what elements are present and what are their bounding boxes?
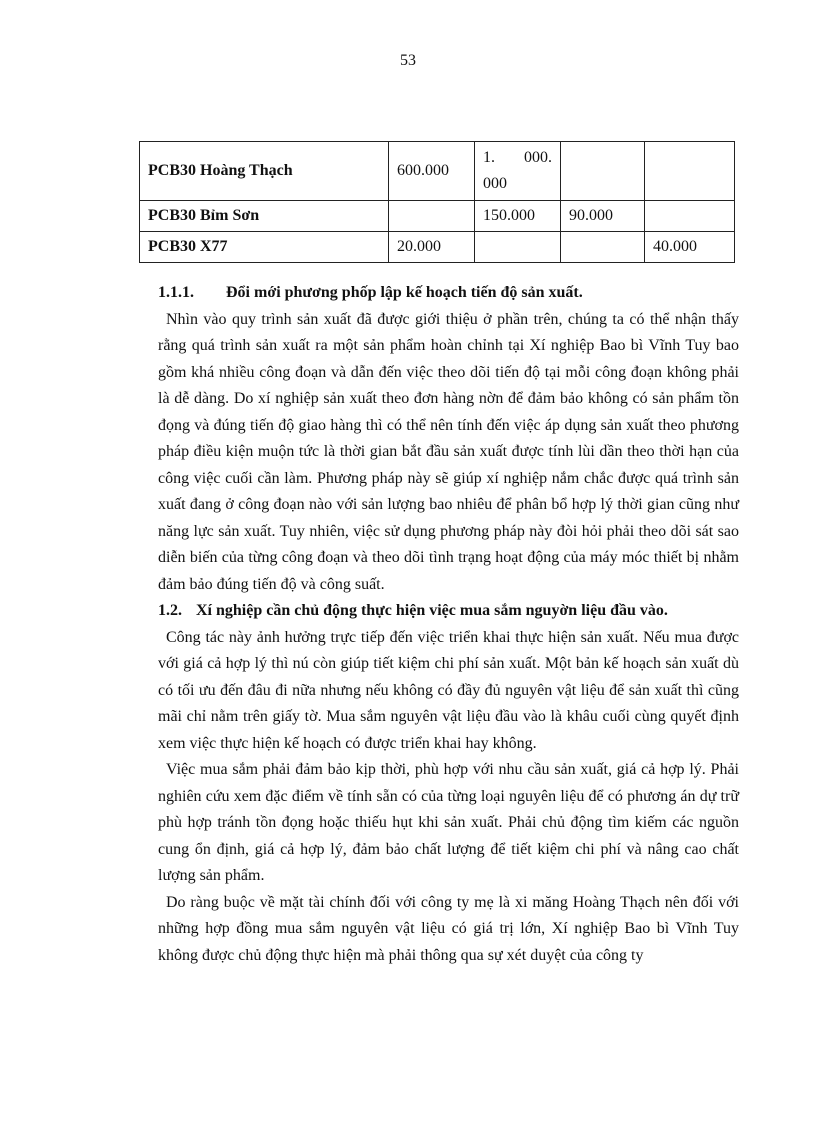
page-number: 53: [400, 52, 416, 69]
table-cell-part: 1.: [483, 149, 495, 166]
paragraph: Việc mua sắm phải đảm bảo kịp thời, phù hợp với nhu cầu sản xuất, giá cả hợp lý. Phải nghiên cứu xem đặc điểm về tính sẵn có của từng loại nguyên liệu để có phương án dự trữ phù hợp tránh tồn đọng hoặc thiếu hụt khi sản xuất. Phải chủ động tìm kiếm các nguồn cung ổn định, giá cả hợp lý, đảm bảo chất lượng để tiết kiệm chi phí và nâng cao chất lượng sản phẩm.: [158, 761, 739, 884]
table-cell: [561, 142, 645, 201]
paragraph: Do ràng buộc về mặt tài chính đối với công ty mẹ là xi măng Hoàng Thạch nên đối với những hợp đồng mua sắm nguyên vật liệu có giá trị lớn, Xí nghiệp Bao bì Vĩnh Tuy không được chủ động thực hiện mà phải thông qua sự xét duyệt của công ty: [158, 893, 739, 964]
paragraph: Công tác này ảnh hưởng trực tiếp đến việc triển khai thực hiện sản xuất. Nếu mua được với giá cả hợp lý thì nú còn giúp tiết kiệm chi phí sản xuất. Một bản kế hoạch sản xuất dù có tối ưu đến đâu đi nữa nhưng nếu không có đầy đủ nguyên vật liệu để sản xuất thì cũng mãi chỉ nằm trên giấy tờ. Mua sắm nguyên vật liệu đầu vào là khâu cuối cùng quyết định xem việc thực hiện kế hoạch có được triển khai hay không.: [158, 628, 739, 752]
section-title: Xí nghiệp cần chủ động thực hiện việc mua sắm nguyờn liệu đầu vào.: [196, 602, 668, 619]
table-cell: 40.000: [645, 232, 735, 263]
table-cell: [389, 201, 475, 232]
table-cell: [645, 142, 735, 201]
table-cell-part: 000: [483, 175, 507, 192]
table-cell: [475, 142, 561, 201]
cement-volume-table: [139, 141, 735, 263]
table-cell: [645, 201, 735, 232]
section-heading: [158, 280, 739, 307]
table-cell-name: PCB30 X77: [140, 232, 389, 263]
table-cell: [561, 232, 645, 263]
section-number: 1.1.1.: [158, 284, 194, 301]
table-cell: 90.000: [561, 201, 645, 232]
table-cell: [475, 232, 561, 263]
table-cell: 600.000: [389, 142, 475, 201]
table-cell-name: PCB30 Bỉm Sơn: [140, 201, 389, 232]
document-body: [158, 280, 739, 969]
section-heading: [158, 598, 739, 625]
table-cell: 150.000: [475, 201, 561, 232]
table-cell-part: 000.: [524, 149, 552, 166]
table-cell-name: PCB30 Hoàng Thạch: [140, 142, 389, 201]
table-cell: 20.000: [389, 232, 475, 263]
table-row: [140, 142, 735, 201]
table-row: [140, 201, 735, 232]
paragraph: Nhìn vào quy trình sản xuất đã được giới thiệu ở phần trên, chúng ta có thể nhận thấy rằng quá trình sản xuất ra một sản phẩm hoàn chỉnh tại Xí nghiệp Bao bì Vĩnh Tuy bao gồm khá nhiều công đoạn và dẫn đến việc theo dõi tiến độ tại mỗi công đoạn không phải là dễ dàng. Do xí nghiệp sản xuất theo đơn hàng nờn để đảm bảo không có sản phẩm tồn đọng và đúng tiến độ giao hàng thì có thể nên tính đến việc áp dụng sản xuất theo phương pháp điều kiện muộn tức là thời gian bắt đầu sản xuất được tính lùi dần theo thời hạn của công việc cuối cần làm. Phương pháp này sẽ giúp xí nghiệp nắm chắc được quá trình sản xuất đang ở công đoạn nào với sản lượng bao nhiêu để phân bổ hợp lý thời gian cũng như năng lực sản xuất. Tuy nhiên, việc sử dụng phương pháp này đòi hỏi phải theo dõi sát sao diễn biến của từng công đoạn và theo dõi tình trạng hoạt động của máy móc thiết bị nhằm đảm bảo đúng tiến độ và công suất.: [158, 310, 739, 593]
section-title: Đổi mới phương phốp lập kế hoạch tiến độ sản xuất.: [226, 284, 583, 301]
section-number: 1.2.: [158, 602, 182, 619]
table-row: [140, 232, 735, 263]
